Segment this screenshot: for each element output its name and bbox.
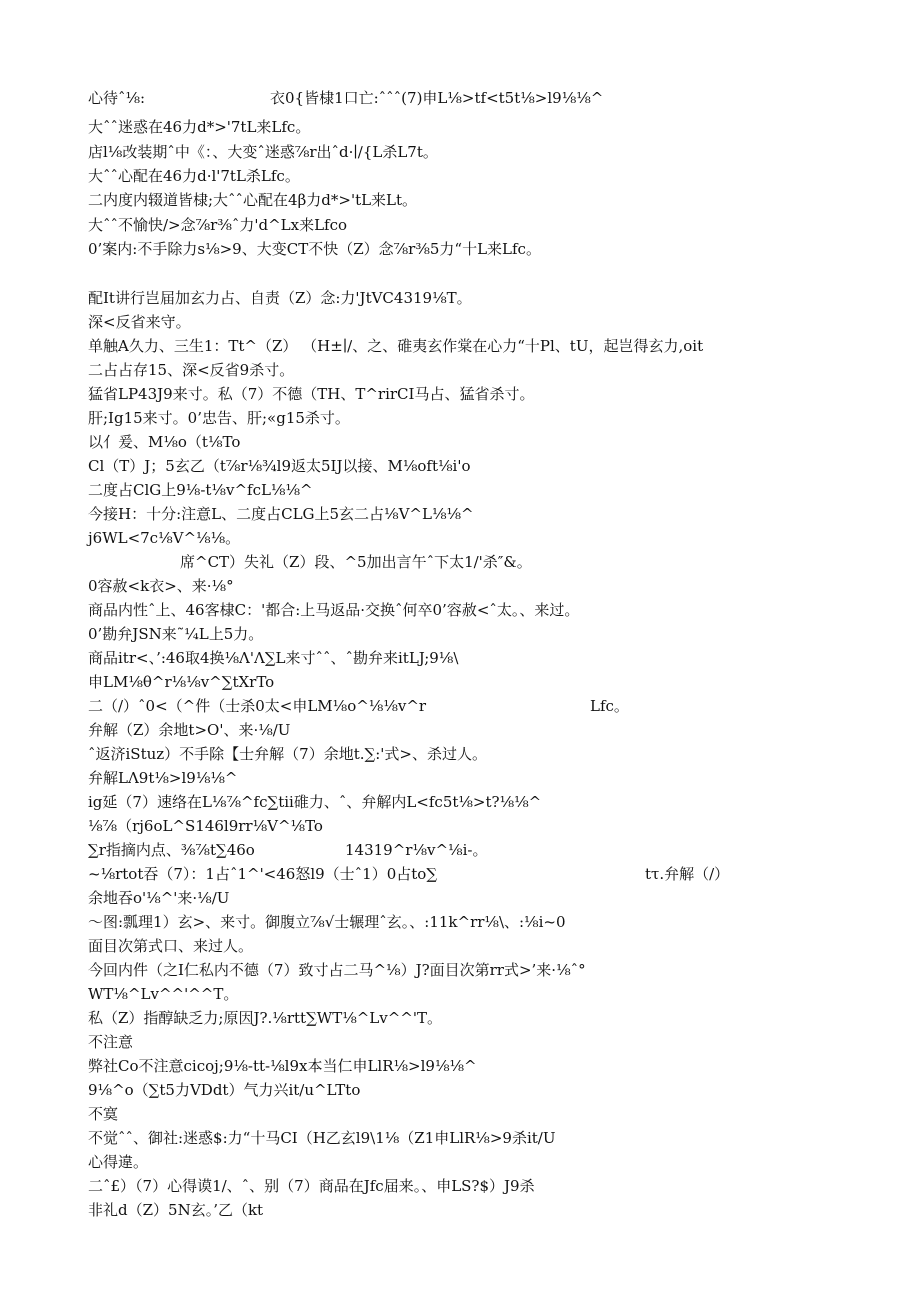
text-line: 席^CT）失礼（Z）段、^5加出言午ˆ下太1/'杀″&。 (180, 553, 532, 571)
text-line: 二度占ClG上9⅛-t⅛v^fcL⅛⅛^ (88, 481, 313, 499)
text-line-fragment: 14319^r⅛v^⅛i-。 (345, 841, 488, 859)
text-line: 大ˆˆ不愉快/>念⅞r⅜ˆ力'd^Lx来Lfco (88, 216, 348, 234)
text-line: 不寞 (88, 1105, 119, 1123)
text-line-fragment: 衣0{皆棣1口亡:ˆˆˆ(7)申L⅛>tf<t5t⅛>l9⅛⅛^ (270, 89, 604, 107)
text-line: 二占占存15、深<反省9杀寸。 (88, 361, 295, 379)
text-line: Cl（T）J；5玄乙（t⅞r⅛¾l9返太5IJ以接、M⅛oft⅛i'o (88, 457, 471, 475)
text-line: 私（Z）指醇缺乏力;原因J?.⅛rtt∑WT⅛^Lv^^'T。 (88, 1009, 443, 1027)
text-line: 申LM⅛θ^r⅛⅛v^∑tXrTo (88, 673, 275, 691)
text-line: 不注意 (88, 1033, 134, 1051)
text-line: 〜图:瓢理1）玄>、来寸。御腹立⅞√士辗理ˆ玄。、:11k^rr⅛\、:⅛i~0 (88, 913, 566, 931)
text-line: 以亻爰、M⅛o（t⅛To (88, 433, 241, 451)
text-line: 二ˆ£）（7）心得谟1/、ˆ、别（7）商品在Jfc届来。、申LS?$）J9杀 (88, 1177, 535, 1195)
text-line: 大ˆˆ心配在46力d·l'7tL杀Lfc。 (88, 167, 300, 185)
text-line: j6WL<7c⅛V^⅛⅛。 (88, 529, 241, 547)
text-line-fragment: Lfc。 (590, 697, 629, 715)
text-line: 弁解（Z）余地t>O'、来·⅛∕U (88, 721, 291, 739)
text-line: 配It讲行岂届加玄力占、自责（Z）念:力'JtVC4319⅛T。 (88, 289, 472, 307)
text-line: 单触A久力、三生1：Tt^（Z） （H±∣∕、之、碓夷玄作棠在心力“十Pl、tU，起岂得玄力,oit (88, 337, 704, 355)
text-line: 大ˆˆ迷惑在46力d*>'7tL来Lfc。 (88, 118, 311, 136)
text-line: ∑r指摘内点、⅜⅞t∑46o (88, 841, 255, 859)
text-line: 店l⅛改装期ˆ中《：、大变ˆ迷惑⅞r出ˆd·∣∕{L杀L7t。 (88, 143, 438, 161)
text-line: 弁解LΛ9t⅛>l9⅛⅛^ (88, 769, 238, 787)
text-line: 二（/）ˆ0<（^件（士杀0太<申LM⅛o^⅛⅛v^r (88, 697, 427, 715)
text-line: 肝;Ig15来寸。0’忠告、肝;«g15杀寸。 (88, 409, 350, 427)
text-line: 商品内性ˆ上、46客棣C：'都合:上马返品·交换ˆ何卒0’容赦<ˆ太。、来过。 (88, 601, 580, 619)
text-line: 0容赦<k衣>、来·⅛° (88, 577, 234, 595)
text-line: 心待ˆ⅛: (88, 89, 146, 107)
text-line: 弊社Co不注意cicoj;9⅛-tt-⅛l9x本当仁申LlR⅛>l9⅛⅛^ (88, 1057, 477, 1075)
text-line: ˆ返济iStuz）不手除【士弁解（7）余地t.∑:'式>、杀过人。 (88, 745, 487, 763)
text-line: 9⅛^o（∑t5力VDdt）气力兴it∕u^LTto (88, 1081, 361, 1099)
text-line: WT⅛^Lv^^'^^T。 (88, 985, 239, 1003)
text-line: 面目次第式口、来过人。 (88, 937, 254, 955)
text-line: 今回内件（之I仁私内不德（7）致寸占二马^⅛）J?面目次第rr式>’来·⅛ˆ° (88, 961, 586, 979)
text-line: 商品itr<、’:46取4换⅛Λ'Λ∑L来寸ˆˆ、ˆ勘弁来itLJ;9⅛\ (88, 649, 459, 667)
text-line: ⅛⅞（rj6oL^S146l9rr⅛V^⅛To (88, 817, 323, 835)
text-line: 二内度内辍道皆棣;大ˆˆ心配在4β力d*>'tL来Lt。 (88, 191, 418, 209)
text-line: 今接H：十分:注意L、二度占CLG上5玄二占⅛V^L⅛⅛^ (88, 505, 474, 523)
text-line: 猛省LP43J9来寸。私（7）不德（TH、T^rirCI马占、猛省杀寸。 (88, 385, 535, 403)
text-line: 心得違。 (88, 1153, 149, 1171)
text-line: 0’勘弁JSN来˜¼L上5力。 (88, 625, 264, 643)
text-line-fragment: tτ.弁解（/） (645, 865, 730, 883)
text-line: 非礼d（Z）5N玄。’乙（kt (88, 1201, 264, 1219)
text-line: ig延（7）速络在L⅛⅞^fc∑tii碓力、ˆ、弁解内L<fc5t⅛>t?⅛⅛^ (88, 793, 542, 811)
text-line: 余地吞o'⅛^'来·⅛∕U (88, 889, 230, 907)
text-line: ~⅛rtot吞（7）：1占ˆ1^'<46怒l9（士ˆ1）0占to∑ (88, 865, 438, 883)
text-line: 深<反省来守。 (88, 313, 191, 331)
text-line: 不觉ˆˆ、御社:迷惑$:力“十马CI（H乙玄l9\1⅛（Z1申LlR⅛>9杀it∕U (88, 1129, 556, 1147)
text-line: 0’案内:不手除力s⅛>9、大变CT不快（Z）念⅞r⅜5力“十L来Lfc。 (88, 240, 541, 258)
